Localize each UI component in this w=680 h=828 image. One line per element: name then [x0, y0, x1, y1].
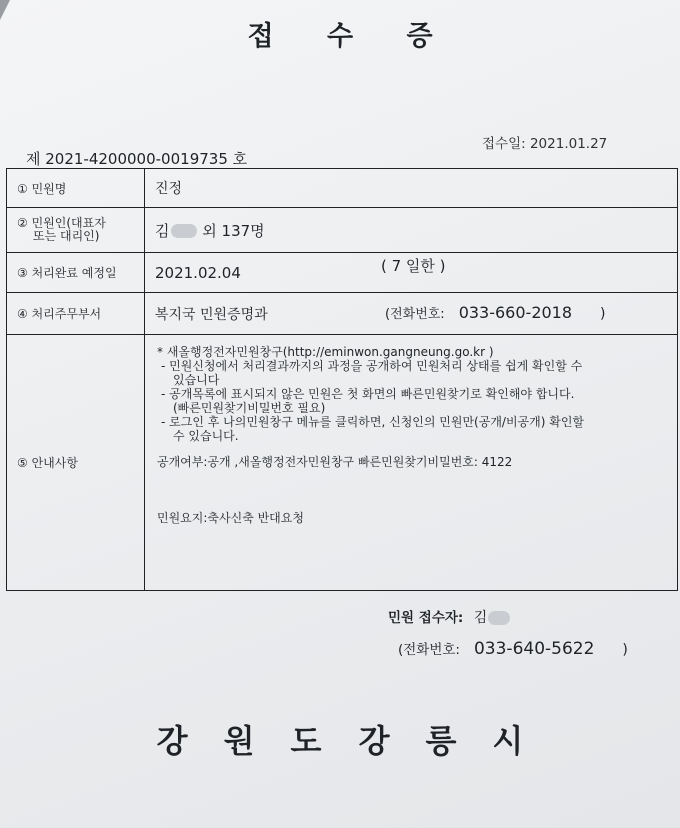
receipt-form-table — [6, 168, 678, 591]
department-label: ④ 처리주무부서 — [7, 293, 145, 335]
guide-content — [145, 335, 678, 591]
redaction-blur — [488, 611, 510, 625]
receiver-phone — [398, 638, 628, 659]
applicant-label — [7, 208, 145, 253]
row-complaint-name — [7, 169, 678, 208]
authority-char: 릉 — [425, 722, 457, 760]
guide-line: (빠른민원찾기비밀번호 필요) — [173, 401, 326, 415]
department-value — [145, 293, 678, 335]
guide-line: - 공개목록에 표시되지 않은 민원은 첫 화면의 빠른민원찾기로 확인해야 합니다. — [161, 387, 575, 401]
title-char: 수 — [326, 21, 354, 52]
authority-char: 원 — [223, 722, 255, 760]
authority-char: 강 — [156, 722, 188, 760]
document-title — [0, 14, 680, 53]
authority-char: 강 — [358, 722, 390, 760]
due-date-value — [145, 253, 678, 293]
department-phone-close: ) — [600, 306, 606, 322]
row-department — [7, 293, 678, 335]
complaint-name-value: 진정 — [145, 169, 678, 208]
applicant-count: 외 137명 — [202, 221, 265, 240]
complaint-name-label: ① 민원명 — [7, 169, 145, 208]
issuing-authority — [0, 716, 680, 762]
guide-line: * 새올행정전자민원창구(http://eminwon.gangneung.go.kr ) — [157, 345, 494, 359]
due-date: 2021.02.04 — [155, 263, 241, 282]
department-phone — [385, 303, 606, 322]
authority-char: 시 — [492, 722, 524, 760]
due-days: ( 7 일한 ) — [381, 257, 446, 275]
title-char: 접 — [247, 21, 274, 52]
receipt-number: 제 2021-4200000-0019735 호 — [26, 150, 248, 168]
department-phone-number: 033-660-2018 — [458, 303, 573, 322]
department-name: 복지국 민원증명과 — [155, 306, 268, 323]
guide-label: ⑤ 안내사항 — [7, 335, 145, 591]
guide-line: 수 있습니다. — [173, 429, 239, 443]
title-char: 증 — [406, 21, 433, 52]
redaction-blur — [171, 224, 197, 238]
receipt-date: 접수일: 2021.01.27 — [482, 136, 608, 152]
complaint-summary: 민원요지:축사신축 반대요청 — [157, 511, 304, 525]
disclosure-line: 공개여부:공개 ,새올행정전자민원창구 빠른민원찾기비밀번호: 4122 — [157, 455, 513, 469]
applicant-label-line2: 또는 대리인) — [33, 229, 100, 243]
applicant-value — [145, 208, 678, 253]
applicant-name: 김 — [155, 221, 170, 240]
authority-char: 도 — [290, 722, 322, 760]
due-date-label: ③ 처리완료 예정일 — [7, 253, 145, 293]
receiver-label: 민원 접수자: — [388, 610, 464, 626]
receiver-phone-number: 033-640-5622 — [473, 639, 595, 659]
row-due-date — [7, 253, 678, 293]
applicant-label-line1: ② 민원인(대표자 — [17, 216, 106, 230]
receiver-line — [388, 606, 511, 627]
receiver-phone-label: (전화번호: — [398, 642, 460, 658]
row-guide — [7, 335, 678, 591]
receiver-phone-close: ) — [622, 642, 628, 658]
guide-line: - 민원신청에서 처리결과까지의 과정을 공개하여 민원처리 상태를 쉽게 확인할 수 — [161, 359, 583, 373]
receiver-name: 김 — [473, 610, 488, 626]
guide-line: - 로그인 후 나의민원창구 메뉴를 클릭하면, 신청인의 민원만(공개/비공개) 확인할 — [161, 415, 585, 429]
row-applicant — [7, 208, 678, 253]
guide-line: 있습니다 — [173, 373, 220, 387]
department-phone-label: (전화번호: — [385, 307, 445, 322]
